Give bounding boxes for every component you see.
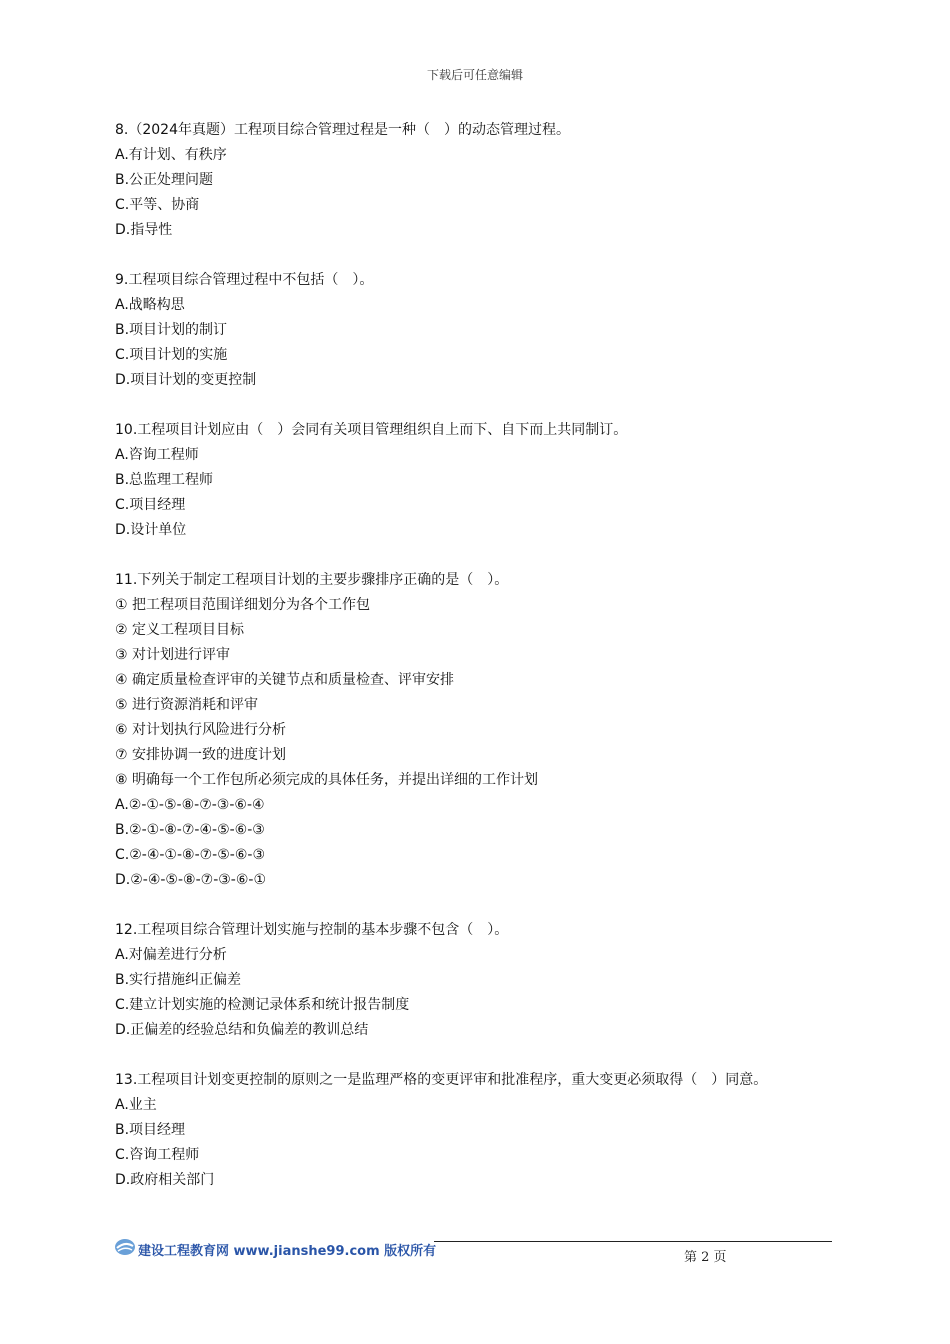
page-number: 第 2 页 xyxy=(684,1250,727,1265)
option: A.有计划、有秩序 xyxy=(115,147,227,163)
question-list xyxy=(115,118,875,1218)
option: C.项目经理 xyxy=(115,497,186,513)
question-stem: 13.工程项目计划变更控制的原则之一是监理严格的变更评审和批准程序，重大变更必须取得（ ）同意。 xyxy=(115,1072,768,1088)
question xyxy=(115,118,875,243)
option: A.战略构思 xyxy=(115,297,185,313)
option: A.对偏差进行分析 xyxy=(115,947,227,963)
step-item: ② 定义工程项目目标 xyxy=(115,622,245,638)
question-stem: 10.工程项目计划应由（ ）会同有关项目管理组织自上而下、自下而上共同制订。 xyxy=(115,422,628,438)
option: D.②-④-⑤-⑧-⑦-③-⑥-① xyxy=(115,872,266,888)
option: A.咨询工程师 xyxy=(115,447,199,463)
option: C.平等、协商 xyxy=(115,197,200,213)
option: B.公正处理问题 xyxy=(115,172,214,188)
step-item: ⑥ 对计划执行风险进行分析 xyxy=(115,722,287,738)
option: B.项目经理 xyxy=(115,1122,186,1138)
option: C.建立计划实施的检测记录体系和统计报告制度 xyxy=(115,997,410,1013)
option: D.项目计划的变更控制 xyxy=(115,372,257,388)
option: D.指导性 xyxy=(115,222,173,238)
question xyxy=(115,1068,875,1193)
option: C.②-④-①-⑧-⑦-⑤-⑥-③ xyxy=(115,847,265,863)
option: D.政府相关部门 xyxy=(115,1172,215,1188)
option: B.项目计划的制订 xyxy=(115,322,228,338)
option: C.咨询工程师 xyxy=(115,1147,200,1163)
option: C.项目计划的实施 xyxy=(115,347,228,363)
option: A.业主 xyxy=(115,1097,157,1113)
option: A.②-①-⑤-⑧-⑦-③-⑥-④ xyxy=(115,797,265,813)
page-footer xyxy=(114,1236,834,1265)
step-item: ⑦ 安排协调一致的进度计划 xyxy=(115,747,287,763)
option: D.正偏差的经验总结和负偏差的教训总结 xyxy=(115,1022,369,1038)
option: B.实行措施纠正偏差 xyxy=(115,972,242,988)
question-stem: 12.工程项目综合管理计划实施与控制的基本步骤不包含（ ）。 xyxy=(115,922,509,938)
question xyxy=(115,418,875,543)
option: B.总监理工程师 xyxy=(115,472,214,488)
question xyxy=(115,568,875,893)
question-stem: 9.工程项目综合管理过程中不包括（ ）。 xyxy=(115,272,374,288)
step-item: ④ 确定质量检查评审的关键节点和质量检查、评审安排 xyxy=(115,672,454,688)
footer-brand: 建设工程教育网 www.jianshe99.com 版权所有 xyxy=(138,1244,437,1259)
logo-icon xyxy=(114,1238,136,1256)
step-item: ① 把工程项目范围详细划分为各个工作包 xyxy=(115,597,370,613)
question-stem: 8.（2024年真题）工程项目综合管理过程是一种（ ）的动态管理过程。 xyxy=(115,122,570,138)
step-item: ⑧ 明确每一个工作包所必须完成的具体任务，并提出详细的工作计划 xyxy=(115,772,538,788)
question xyxy=(115,268,875,393)
question-stem: 11.下列关于制定工程项目计划的主要步骤排序正确的是（ ）。 xyxy=(115,572,509,588)
question xyxy=(115,918,875,1043)
step-item: ③ 对计划进行评审 xyxy=(115,647,231,663)
step-item: ⑤ 进行资源消耗和评审 xyxy=(115,697,259,713)
footer-divider xyxy=(434,1241,832,1242)
option: D.设计单位 xyxy=(115,522,187,538)
option: B.②-①-⑧-⑦-④-⑤-⑥-③ xyxy=(115,822,265,838)
page-header: 下载后可任意编辑 xyxy=(426,68,523,82)
